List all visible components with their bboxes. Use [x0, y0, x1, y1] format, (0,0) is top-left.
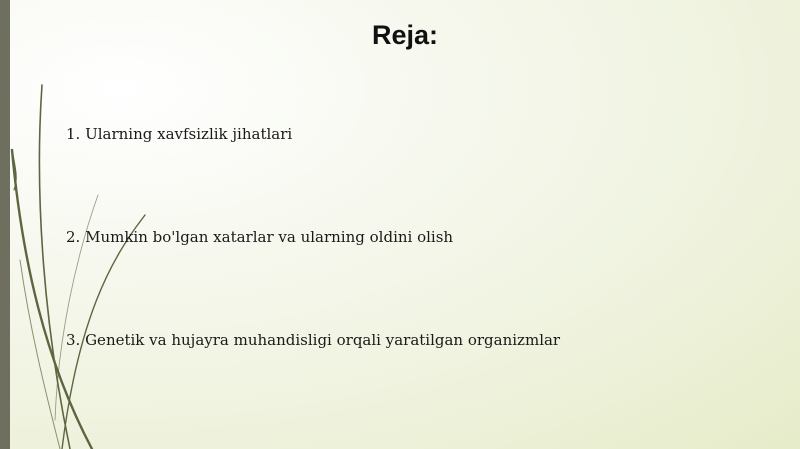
- plan-item-1: 1. Ularning xavfsizlik jihatlari: [66, 125, 293, 143]
- plan-item-3: 3. Genetik va hujayra muhandisligi orqali yaratilgan organizmlar: [66, 331, 561, 349]
- plan-item-2: 2. Mumkin bo'lgan xatarlar va ularning oldini olish: [66, 228, 454, 246]
- slide-title: Reja:: [371, 20, 439, 50]
- grass-decoration: [0, 0, 160, 449]
